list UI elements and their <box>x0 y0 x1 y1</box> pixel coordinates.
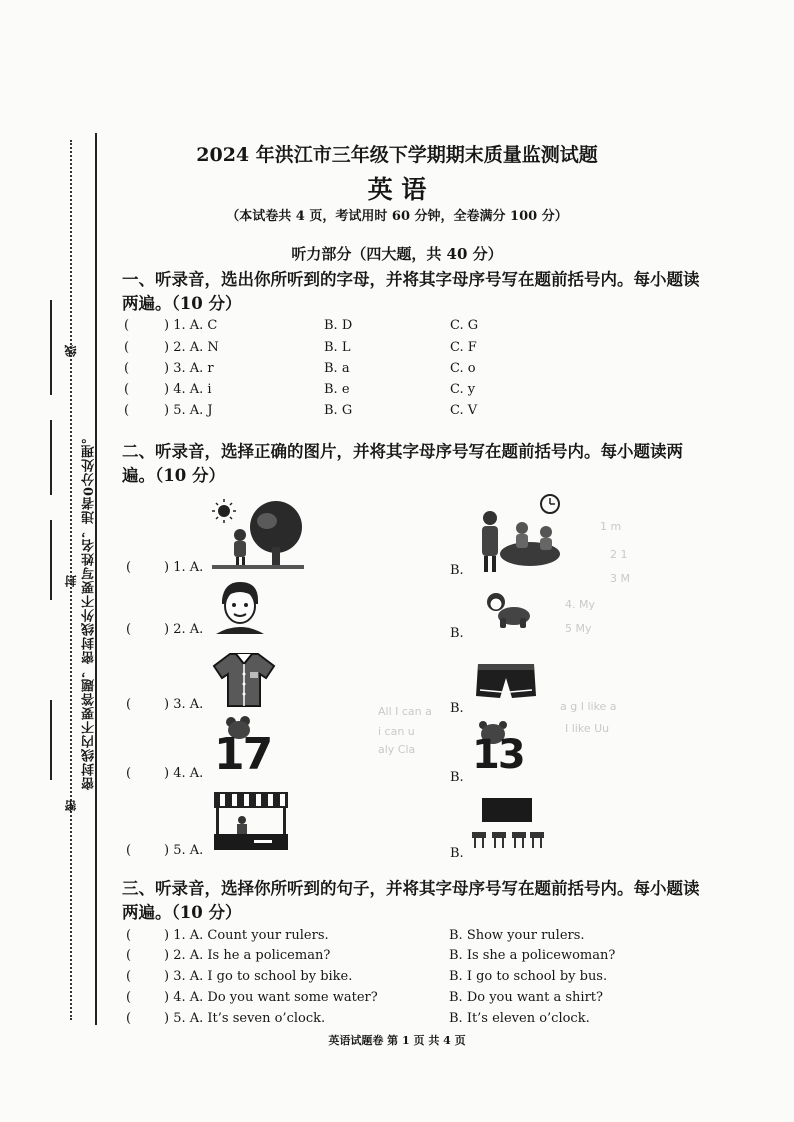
option-b: B. <box>450 701 464 716</box>
option-a: 2. A. N <box>173 340 219 355</box>
option-a: 3. A. <box>173 697 204 712</box>
list-item <box>164 990 378 1005</box>
answer-paren-close: ) <box>164 340 170 355</box>
list-item <box>164 928 329 943</box>
answer-paren-close: ) <box>164 382 170 397</box>
list-item <box>164 403 213 418</box>
option-b: B. <box>450 770 464 785</box>
option-b: B. L <box>324 340 351 355</box>
section2-title: 二、听录音，选择正确的图片，并将其字母序号写在题前括号内。每小题读两遍。（10 分） <box>122 442 683 485</box>
option-c: C. V <box>450 403 478 418</box>
option-a: 3. A. r <box>173 361 214 376</box>
seal-warning: 密封线内不要答题，密封线外不要写姓名，违者0分处理。 <box>82 430 97 791</box>
list-item <box>164 948 330 963</box>
classroom-blackboard-picture[interactable] <box>468 796 546 852</box>
number-13-picture[interactable] <box>472 720 532 780</box>
option-c: C. o <box>450 361 476 376</box>
option-a: 4. A. i <box>173 382 212 397</box>
answer-paren-open[interactable]: ( <box>124 361 130 376</box>
number-17-picture[interactable] <box>214 716 280 782</box>
bleed-through-mark: 2 1 <box>610 548 628 561</box>
answer-paren-close: ) <box>164 1011 170 1026</box>
answer-paren-close: ) <box>164 361 170 376</box>
answer-paren-close: ) <box>164 697 170 712</box>
kids-at-table-clock-picture[interactable] <box>470 492 565 574</box>
bleed-through-mark: 5 My <box>565 622 592 635</box>
option-a: 2. A. Is he a policeman? <box>173 948 331 963</box>
number-17: 17 <box>214 729 272 780</box>
option-b: B. Is she a policewoman? <box>449 948 616 963</box>
shirt-picture[interactable] <box>212 652 276 708</box>
answer-paren-open[interactable]: ( <box>126 928 132 943</box>
option-a: 2. A. <box>173 622 204 637</box>
bleed-through-mark: I like Uu <box>565 722 610 735</box>
option-a: 5. A. <box>173 843 204 858</box>
answer-paren-open[interactable]: ( <box>126 766 132 781</box>
answer-paren-close: ) <box>164 948 170 963</box>
bleed-through-mark: 1 m <box>600 520 622 533</box>
boy-face-picture[interactable] <box>214 580 266 634</box>
answer-paren-close: ) <box>164 403 170 418</box>
answer-paren-open[interactable]: ( <box>126 697 132 712</box>
answer-paren-open[interactable]: ( <box>124 382 130 397</box>
option-b: B. I go to school by bus. <box>449 969 608 984</box>
list-item <box>164 361 214 376</box>
listening-part-title: 听力部分（四大题，共 40 分） <box>291 245 503 263</box>
answer-paren-close: ) <box>164 560 170 575</box>
sunny-day-boy-picture[interactable] <box>212 497 304 569</box>
exam-note: （本试卷共 4 页，考试用时 60 分钟，全卷满分 100 分） <box>226 209 568 224</box>
option-b: B. G <box>324 403 353 418</box>
bleed-through-mark: aly Cla <box>378 743 416 756</box>
answer-paren-open[interactable]: ( <box>126 990 132 1005</box>
bleed-through-mark: All I can a <box>378 705 432 718</box>
option-b: B. <box>450 626 464 641</box>
answer-paren-open[interactable]: ( <box>124 318 130 333</box>
option-b: B. It’s eleven o’clock. <box>449 1011 590 1026</box>
answer-paren-close: ) <box>164 622 170 637</box>
option-b: B. Do you want a shirt? <box>449 990 603 1005</box>
answer-paren-close: ) <box>164 928 170 943</box>
section1-title: 一、听录音，选出你所听到的字母，并将其字母序号写在题前括号内。每小题读两遍。（10 分） <box>122 270 700 313</box>
answer-paren-close: ) <box>164 969 170 984</box>
shop-stall-picture[interactable] <box>212 790 290 852</box>
school-underline <box>50 700 52 780</box>
bleed-through-mark: 4. My <box>565 598 595 611</box>
option-a: 4. A. Do you want some water? <box>173 990 378 1005</box>
option-c: C. y <box>450 382 476 397</box>
shorts-picture[interactable] <box>474 660 538 702</box>
option-c: C. F <box>450 340 477 355</box>
bleed-through-mark: a g I like a <box>560 700 617 713</box>
list-item <box>164 697 203 712</box>
option-a: 1. A. <box>173 560 204 575</box>
answer-paren-open[interactable]: ( <box>124 403 130 418</box>
list-item <box>164 622 203 637</box>
answer-paren-close: ) <box>164 318 170 333</box>
exam-title: 2024 年洪江市三年级下学期期末质量监测试题 <box>196 144 598 166</box>
option-b: B. e <box>324 382 350 397</box>
option-b: B. a <box>324 361 350 376</box>
option-a: 5. A. J <box>173 403 213 418</box>
answer-paren-open[interactable]: ( <box>126 622 132 637</box>
list-item <box>164 969 352 984</box>
answer-paren-open[interactable]: ( <box>126 1011 132 1026</box>
list-item <box>164 560 203 575</box>
list-item <box>164 1011 325 1026</box>
answer-paren-close: ) <box>164 843 170 858</box>
subject-title: 英 语 <box>367 175 427 204</box>
list-item <box>124 318 129 333</box>
answer-paren-close: ) <box>164 990 170 1005</box>
answer-paren-close: ) <box>164 766 170 781</box>
option-c: C. G <box>450 318 479 333</box>
option-b: B. <box>450 563 464 578</box>
answer-paren-open[interactable]: ( <box>124 340 130 355</box>
class-underline <box>50 420 52 495</box>
name-underline <box>50 300 52 395</box>
number-13: 13 <box>472 732 524 778</box>
option-a: 4. A. <box>173 766 204 781</box>
list-item <box>164 843 203 858</box>
list-item <box>164 318 217 333</box>
answer-paren-open[interactable]: ( <box>126 948 132 963</box>
list-item <box>164 382 212 397</box>
baby-crawling-picture[interactable] <box>482 590 534 630</box>
bleed-through-mark: 3 M <box>610 572 630 585</box>
option-a: 3. A. I go to school by bike. <box>173 969 353 984</box>
margin-line-label: 线 <box>64 345 78 357</box>
number-underline <box>50 520 52 600</box>
option-a: 1. A. Count your rulers. <box>173 928 329 943</box>
bleed-through-mark: i can u <box>378 725 415 738</box>
option-a: 1. A. C <box>173 318 218 333</box>
margin-seal-label: 封 <box>64 575 78 587</box>
option-b: B. D <box>324 318 353 333</box>
margin-seal2-label: 密 <box>64 800 78 812</box>
list-item <box>164 340 219 355</box>
list-item <box>164 766 203 781</box>
option-b: B. <box>450 846 464 861</box>
answer-paren-open[interactable]: ( <box>126 969 132 984</box>
answer-paren-open[interactable]: ( <box>126 560 132 575</box>
page-footer: 英语试题卷 第 1 页 共 4 页 <box>328 1034 466 1047</box>
section3-title: 三、听录音，选择你所听到的句子，并将其字母序号写在题前括号内。每小题读两遍。（10 分） <box>122 879 700 922</box>
option-a: 5. A. It’s seven o’clock. <box>173 1011 326 1026</box>
answer-paren-open[interactable]: ( <box>126 843 132 858</box>
option-b: B. Show your rulers. <box>449 928 585 943</box>
